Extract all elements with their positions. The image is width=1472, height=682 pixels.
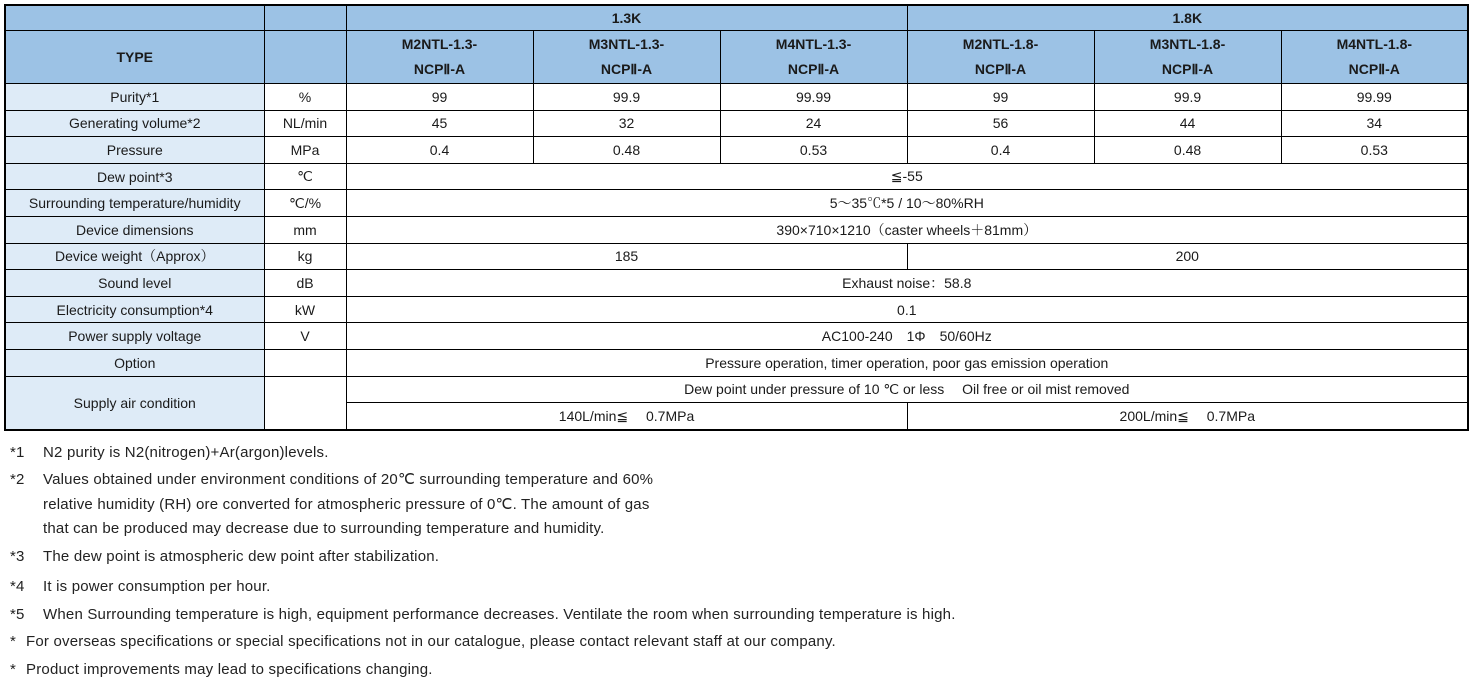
unit-blank-cell bbox=[264, 5, 346, 31]
footnote-2 bbox=[10, 468, 1472, 542]
model-name-line1: M2NTL-1.3- bbox=[401, 36, 478, 52]
model-header-m2ntl-1-3 bbox=[346, 31, 533, 84]
unit-cell: NL/min bbox=[264, 110, 346, 137]
row-label: Purity*1 bbox=[5, 84, 264, 111]
merged-value-cell: ≦-55 bbox=[346, 163, 1468, 190]
footnote-text: The dew point is atmospheric dew point after stabilization. bbox=[43, 547, 440, 565]
merged-value-cell: 390×710×1210（caster wheels＋81mm） bbox=[346, 216, 1468, 243]
group-header-1-8k: 1.8K bbox=[907, 5, 1468, 31]
unit-cell: kW bbox=[264, 296, 346, 323]
unit-cell: dB bbox=[264, 270, 346, 297]
merged-value-cell: Dew point under pressure of 10 ℃ or less Oil free or oil mist removed bbox=[346, 376, 1468, 403]
row-purity bbox=[5, 84, 1468, 111]
model-header-row bbox=[5, 31, 1468, 84]
footnote-1 bbox=[10, 441, 1472, 466]
group-header-1-3k: 1.3K bbox=[346, 5, 907, 31]
type-header: TYPE bbox=[5, 31, 264, 84]
row-supply-air-condition-1 bbox=[5, 376, 1468, 403]
row-label: Sound level bbox=[5, 270, 264, 297]
value-cell-1-3k: 140L/min≦ 0.7MPa bbox=[346, 403, 907, 430]
footnote-text: When Surrounding temperature is high, equipment performance decreases. Ventilate the room when surrounding temperature is high. bbox=[43, 605, 956, 623]
unit-cell bbox=[264, 376, 346, 430]
unit-cell: kg bbox=[264, 243, 346, 270]
row-label: Surrounding temperature/humidity bbox=[5, 190, 264, 217]
row-power-supply-voltage bbox=[5, 323, 1468, 350]
row-device-dimensions bbox=[5, 216, 1468, 243]
model-header-m4ntl-1-3 bbox=[720, 31, 907, 84]
row-surrounding-temp-humidity bbox=[5, 190, 1468, 217]
footnote-text: It is power consumption per hour. bbox=[43, 578, 271, 596]
model-name-line1: M4NTL-1.8- bbox=[1336, 36, 1413, 52]
merged-value-cell: 0.1 bbox=[346, 296, 1468, 323]
value-cell: 99.99 bbox=[720, 84, 907, 111]
footnote-overseas bbox=[10, 630, 1472, 655]
value-cell: 0.48 bbox=[1094, 137, 1281, 164]
model-name-line1: M4NTL-1.3- bbox=[775, 36, 852, 52]
value-cell: 99.9 bbox=[533, 84, 720, 111]
value-cell: 0.53 bbox=[1281, 137, 1468, 164]
row-dew-point bbox=[5, 163, 1468, 190]
row-label: Electricity consumption*4 bbox=[5, 296, 264, 323]
footnote-marker: * bbox=[10, 660, 17, 678]
model-name-line1: M2NTL-1.8- bbox=[962, 36, 1039, 52]
merged-value-cell: Exhaust noise：58.8 bbox=[346, 270, 1468, 297]
unit-cell: % bbox=[264, 84, 346, 111]
value-cell: 32 bbox=[533, 110, 720, 137]
value-cell: 0.4 bbox=[907, 137, 1094, 164]
value-cell: 0.53 bbox=[720, 137, 907, 164]
value-cell: 0.4 bbox=[346, 137, 533, 164]
value-cell: 45 bbox=[346, 110, 533, 137]
model-name-line2: NCPⅡ-A bbox=[1348, 61, 1400, 77]
unit-cell: V bbox=[264, 323, 346, 350]
spec-table bbox=[4, 4, 1469, 431]
value-cell: 99 bbox=[907, 84, 1094, 111]
row-label: Supply air condition bbox=[5, 376, 264, 430]
model-header-m4ntl-1-8 bbox=[1281, 31, 1468, 84]
footnote-marker: *1 bbox=[10, 443, 25, 461]
row-option bbox=[5, 349, 1468, 376]
value-cell: 99.99 bbox=[1281, 84, 1468, 111]
model-name-line2: NCPⅡ-A bbox=[974, 61, 1027, 77]
row-label: Dew point*3 bbox=[5, 163, 264, 190]
row-label: Option bbox=[5, 349, 264, 376]
model-header-m3ntl-1-8 bbox=[1094, 31, 1281, 84]
footnote-text bbox=[43, 468, 653, 542]
unit-header-blank bbox=[264, 31, 346, 84]
value-cell: 24 bbox=[720, 110, 907, 137]
unit-cell: ℃ bbox=[264, 163, 346, 190]
footnote-5 bbox=[10, 603, 1472, 628]
value-cell: 56 bbox=[907, 110, 1094, 137]
model-header-m2ntl-1-8 bbox=[907, 31, 1094, 84]
footnote-text: For overseas specifications or special specifications not in our catalogue, please contact relevant staff at our company. bbox=[26, 633, 836, 651]
footnote-4 bbox=[10, 575, 1472, 600]
footnote-improvements bbox=[10, 658, 1472, 682]
value-cell: 44 bbox=[1094, 110, 1281, 137]
footnote-text: Product improvements may lead to specifications changing. bbox=[26, 660, 433, 678]
model-header-m3ntl-1-3 bbox=[533, 31, 720, 84]
footnote-marker: *3 bbox=[10, 547, 25, 565]
merged-value-cell: 5～35℃*5 / 10～80%RH bbox=[346, 190, 1468, 217]
value-cell-1-8k: 200 bbox=[907, 243, 1468, 270]
model-name-line2: NCPⅡ-A bbox=[600, 61, 653, 77]
model-name-line2: NCPⅡ-A bbox=[1161, 61, 1214, 77]
value-cell: 34 bbox=[1281, 110, 1468, 137]
row-electricity-consumption bbox=[5, 296, 1468, 323]
unit-cell: ℃/% bbox=[264, 190, 346, 217]
unit-cell: mm bbox=[264, 216, 346, 243]
group-header-row bbox=[5, 5, 1468, 31]
model-name-line1: M3NTL-1.3- bbox=[588, 36, 665, 52]
value-cell-1-3k: 185 bbox=[346, 243, 907, 270]
row-label: Device weight（Approx） bbox=[5, 243, 264, 270]
value-cell: 0.48 bbox=[533, 137, 720, 164]
footnote-text: N2 purity is N2(nitrogen)+Ar(argon)levels. bbox=[43, 443, 329, 461]
row-label: Device dimensions bbox=[5, 216, 264, 243]
footnote-text-line: that can be produced may decrease due to surrounding temperature and humidity. bbox=[43, 520, 605, 538]
row-label: Generating volume*2 bbox=[5, 110, 264, 137]
row-device-weight bbox=[5, 243, 1468, 270]
row-label: Pressure bbox=[5, 137, 264, 164]
footnote-3 bbox=[10, 545, 1472, 570]
model-name-line1: M3NTL-1.8- bbox=[1149, 36, 1226, 52]
footnote-marker: *4 bbox=[10, 578, 25, 596]
model-name-line2: NCPⅡ-A bbox=[413, 61, 466, 77]
unit-cell: MPa bbox=[264, 137, 346, 164]
footnote-text-line: relative humidity (RH) ore converted for atmospheric pressure of 0℃. The amount of gas bbox=[43, 495, 650, 513]
footnotes bbox=[10, 441, 1472, 682]
value-cell: 99.9 bbox=[1094, 84, 1281, 111]
row-sound-level bbox=[5, 270, 1468, 297]
footnote-marker: * bbox=[10, 633, 17, 651]
value-cell-1-8k: 200L/min≦ 0.7MPa bbox=[907, 403, 1468, 430]
row-label: Power supply voltage bbox=[5, 323, 264, 350]
corner-blank-cell bbox=[5, 5, 264, 31]
footnote-marker: *2 bbox=[10, 471, 25, 489]
merged-value-cell: Pressure operation, timer operation, poor gas emission operation bbox=[346, 349, 1468, 376]
merged-value-cell: AC100-240 1Φ 50/60Hz bbox=[346, 323, 1468, 350]
unit-cell bbox=[264, 349, 346, 376]
row-generating-volume bbox=[5, 110, 1468, 137]
footnote-text-line: Values obtained under environment conditions of 20℃ surrounding temperature and 60% bbox=[43, 471, 654, 489]
value-cell: 99 bbox=[346, 84, 533, 111]
model-name-line2: NCPⅡ-A bbox=[787, 61, 840, 77]
row-pressure bbox=[5, 137, 1468, 164]
footnote-marker: *5 bbox=[10, 605, 25, 623]
